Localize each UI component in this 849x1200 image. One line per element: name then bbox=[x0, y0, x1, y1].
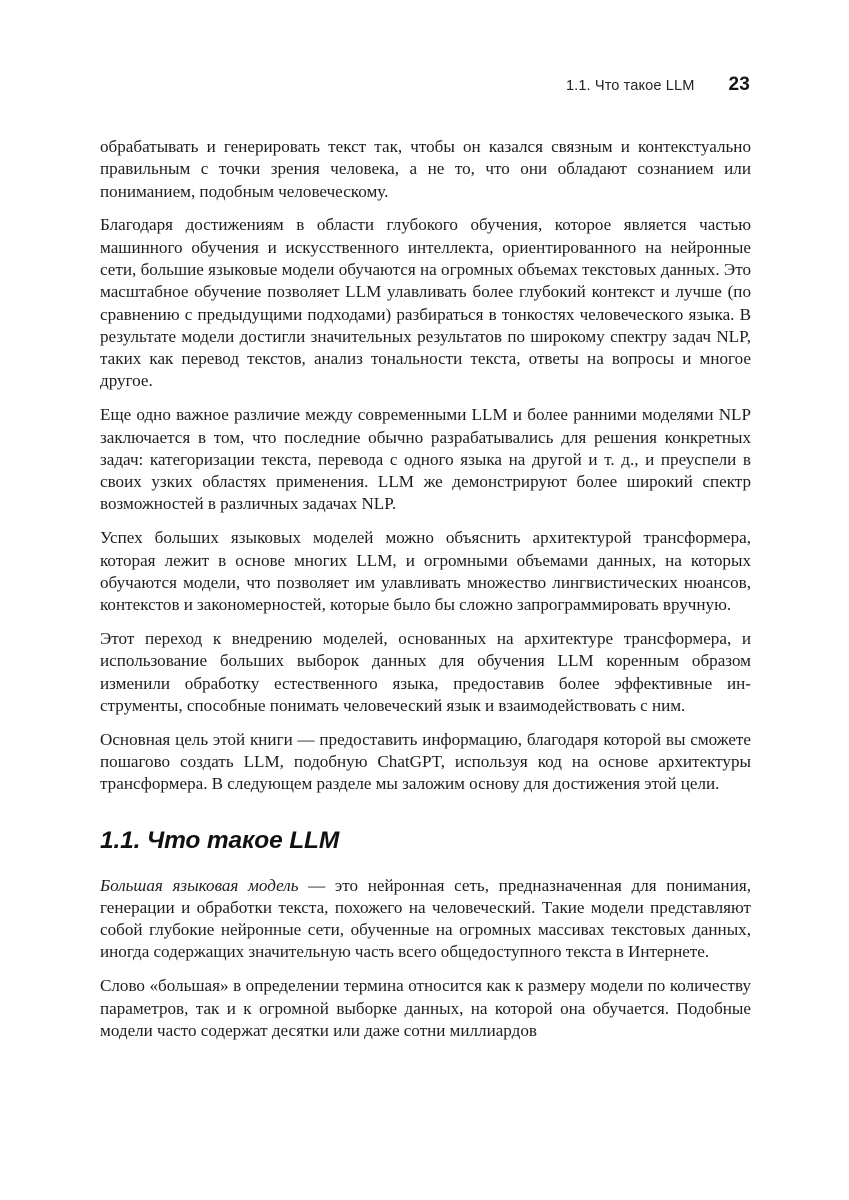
body-text-column bbox=[100, 136, 751, 1042]
paragraph-word-large: Слово «большая» в определении термина относится как к размеру модели по количеству параметров, так и к огромной выборке данных, на которой она обучается. Подобные модели часто содержат десятки или даже сотни миллиардов bbox=[100, 976, 751, 1040]
paragraph-llm-definition bbox=[100, 875, 751, 964]
running-header bbox=[100, 74, 750, 98]
paragraph-continuation: обрабатывать и генерировать текст так, чтобы он казался связным и контекстуально правильным с точки зрения человека, а не то, что они обладают сознанием или пониманием, подобным человеческому. bbox=[100, 137, 751, 201]
running-header-title: 1.1. Что такое LLM bbox=[565, 78, 695, 94]
section-heading: 1.1. Что такое LLM bbox=[100, 826, 340, 854]
paragraph-transformer-success: Успех больших языковых моделей можно объяснить архитектурой трансформера, которая лежит в основе многих LLM, и огромными объемами данных, на которых обучаются модели, что позволяет им улавливать множество лингвистических нюансов, контекстов и закономерностей, которые было бы сложно запрограммировать вручную. bbox=[100, 528, 751, 615]
paragraph-book-goal: Основная цель этой книги — предоставить информацию, благодаря которой вы сможете пошагово создать LLM, подобную ChatGPT, используя код на основе архитектуры трансформера. В следующем разделе мы заложим основу для достижения этой цели. bbox=[100, 729, 751, 794]
section-heading-block bbox=[100, 826, 751, 856]
paragraph-transition: Этот переход к внедрению моделей, основанных на архитектуре трансформера, и использование больших выборок данных для обучения LLM коренным образом изменили обработку естественного языка, предоставив более эффективные инструменты, способные понимать человеческий язык и взаимодействовать с ним. bbox=[100, 628, 751, 715]
defined-term: Большая языковая модель bbox=[100, 875, 299, 895]
definition-text: — это нейронная сеть, предназначенная для понимания, генерации и обработки текста, похожего на человеческий. Такие модели представляют собой глубокие нейронные сети, обученные на огромных массивах текстовых данных, иногда содержащих значительную часть всего общедоступного текста в Интернете. bbox=[100, 875, 751, 962]
paragraph-llm-vs-nlp: Еще одно важное различие между современными LLM и более ранними моделями NLP заключается в том, что последние обычно разрабатывались для решения конкретных задач: категоризации текста, перевода с одного языка на другой и т. д., и преуспели в своих узких областях применения. LLM же демонстрируют более широкий спектр возможностей в различных задачах NLP. bbox=[100, 405, 751, 514]
page-number: 23 bbox=[728, 74, 750, 95]
paragraph-deep-learning: Благодаря достижениям в области глубокого обучения, которое является частью машинного обучения и искусственного интеллекта, ориентированного на нейронные сети, большие языковые модели обучаются на огромных объемах текстовых данных. Это масштабное обучение позволяет LLM улавливать более глубокий контекст и лучше (по сравнению с предыдущими подходами) разбираться в тонкостях человеческого языка. В результате модели достигли значительных результатов по широкому спектру задач NLP, таких как перевод текстов, анализ тональности текста, ответы на вопросы и многое другое. bbox=[100, 215, 751, 391]
